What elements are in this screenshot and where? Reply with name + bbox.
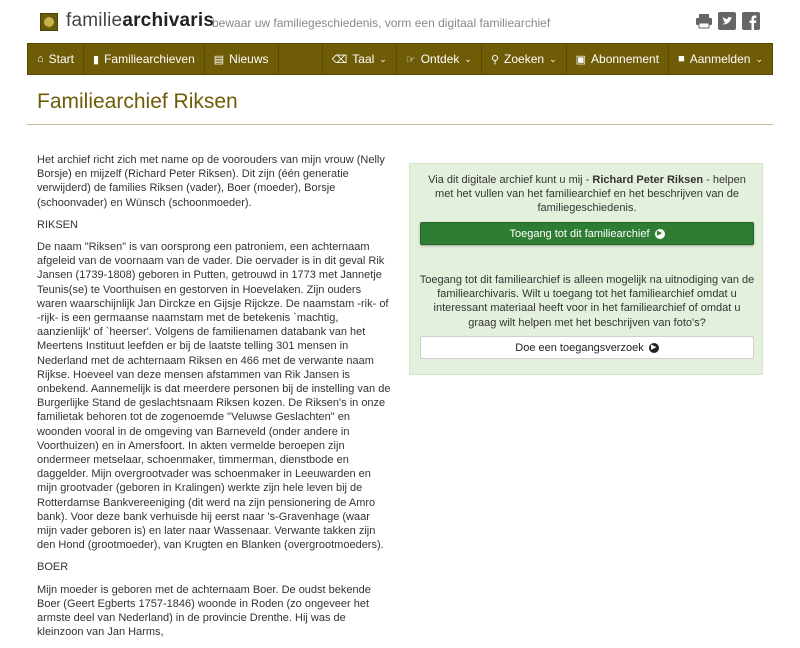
boer-paragraph: Mijn moeder is geboren met de achternaam Boer. De oudst bekende Boer (Geert Egberts 1757-1846) woonde in Roden (zo ongeveer het armste deel van Nederland) in de provincie Drenthe. Hij was de kleinzoon van Jan Harms, (37, 583, 371, 639)
arrow-right-circle-icon: ▶ (649, 343, 659, 353)
chevron-down-icon: ⌄ (549, 53, 557, 64)
nav-zoeken[interactable] (482, 44, 566, 74)
nav-nieuws-label: Nieuws (229, 52, 269, 66)
nav-nieuws[interactable] (205, 44, 278, 74)
nav-taal[interactable] (323, 44, 396, 74)
lock-icon: ■ (678, 53, 685, 65)
nav-taal-label: Taal (352, 52, 375, 66)
print-icon[interactable] (695, 12, 713, 30)
page-title: Familiearchief Riksen (37, 90, 238, 113)
nav-abonnement-label: Abonnement (591, 52, 660, 66)
panel-info: Toegang tot dit familiearchief is alleen mogelijk na uitnodiging van de familiearchivaris. Wilt u toegang tot het familiearchief omdat u interessant materiaal heeft voor in het familiearchief of omdat u graag wilt helpen met het beschrijven van foto's? (419, 274, 755, 329)
title-divider (27, 124, 773, 125)
main-navbar (27, 43, 773, 75)
nav-ontdek[interactable] (397, 44, 481, 74)
logo-icon[interactable] (40, 13, 58, 31)
thumbs-up-icon: ☞ (405, 53, 416, 66)
chevron-down-icon: ⌄ (755, 53, 763, 64)
nav-start-label: Start (48, 52, 74, 66)
nav-zoeken-label: Zoeken (504, 52, 545, 66)
access-panel (409, 163, 763, 375)
site-logo[interactable]: familiearchivaris (66, 10, 215, 31)
chevron-down-icon: ⌄ (464, 53, 472, 64)
archive-description (37, 153, 392, 648)
search-icon: ⚲ (490, 53, 500, 66)
nav-ontdek-label: Ontdek (420, 52, 460, 66)
access-archive-label: Toegang tot dit familiearchief (509, 227, 650, 240)
site-tagline: bewaar uw familiegeschiedenis, vorm een digitaal familiearchief (212, 16, 551, 30)
home-icon: ⌂ (37, 53, 44, 65)
nav-familiearchieven-label: Familiearchieven (104, 52, 195, 66)
nav-start[interactable] (28, 44, 83, 74)
nav-aanmelden[interactable] (669, 44, 772, 74)
panel-intro: Via dit digitale archief kunt u mij - Richard Peter Riksen - helpen met het vullen van het familiearchief en het beschrijven van de familiegeschiedenis. (428, 174, 746, 215)
newspaper-icon: ▤ (213, 53, 225, 66)
section-heading-boer: BOER (37, 561, 69, 574)
access-request-label: Doe een toegangsverzoek (515, 341, 644, 354)
twitter-icon[interactable] (718, 12, 736, 30)
site-header (0, 0, 800, 44)
cart-icon: ▣ (575, 53, 587, 66)
nav-familiearchieven[interactable] (84, 44, 204, 74)
riksen-paragraph: De naam "Riksen" is van oorsprong een patroniem, een achternaam afgeleid van de voornaam van de vader. Die oervader is in dit geval Rik Jansen (1739-1808) geboren in Putten, getrouwd in 1773 met Jannetje Teunis(se) te Voorthuisen en gestorven in Hoevelaken. Zijn ouders waren waarschijnlijk Jan Dirckze en Gijsje Rijckze. De naamstam -rik- of -rijk- is een germaanse naamstam met de betekenis `machtig, aanzienlijk' of `heerser'. Volgens de familienamen databank van het Meertens Instituut leefden er bij de laatste telling 301 mensen in Nederland met de achternaam Riksen en 466 met de verwante naam Rijkse. Hoeveel van deze mensen afstammen van Rik Jansen is onbekend. Aannemelijk is dat meerdere personen bij de instelling van de Burgerlijke Stand de geslachtsnaam Riksen kozen. De Riksen's in onze familietak behoren tot de zogenoemde "Veluwse Geslachten" en woonden vooral in de omgeving van Barneveld (onder andere in Voorthuizen) en in Amersfoort. In akten vermelde beroepen zijn ondermeer metselaar, schoenmaker, timmerman, dienstbode en daggelder. Mijn overgrootvader was schoenmaker in Leeuwarden en mijn grootvader (geboren in Kralingen) werkte zijn hele leven bij de Rotterdamse Bankvereeniging (dit werd na zijn pensionering de Amro bank). Voor deze bank verhuisde hij eerst naar 's-Gravenhage (waar mijn vader geboren is) en later naar Wassenaar. Verwante takken zijn den Hond (grootmoeder), van Krugten en Blanken (overgrootmoeders). (37, 241, 391, 552)
access-archive-button[interactable] (420, 222, 754, 245)
intro-paragraph: Het archief richt zich met name op de voorouders van mijn vrouw (Nelly Borsje) en mijzelf (Richard Peter Riksen). Dit zijn (één generatie verwijderd) de families Riksen (vader), Boer (moeder), Borsje (schoonvader) en Wünsch (schoonmoeder). (37, 154, 385, 209)
book-icon: ▮ (93, 53, 100, 66)
facebook-icon[interactable] (742, 12, 760, 30)
chevron-down-icon: ⌄ (379, 53, 387, 64)
nav-abonnement[interactable] (567, 44, 668, 74)
arrow-right-circle-icon: ▶ (655, 229, 665, 239)
nav-aanmelden-label: Aanmelden (689, 52, 751, 66)
access-request-button[interactable] (420, 336, 754, 359)
section-heading-riksen: RIKSEN (37, 218, 78, 231)
language-icon: ⌫ (331, 53, 348, 66)
